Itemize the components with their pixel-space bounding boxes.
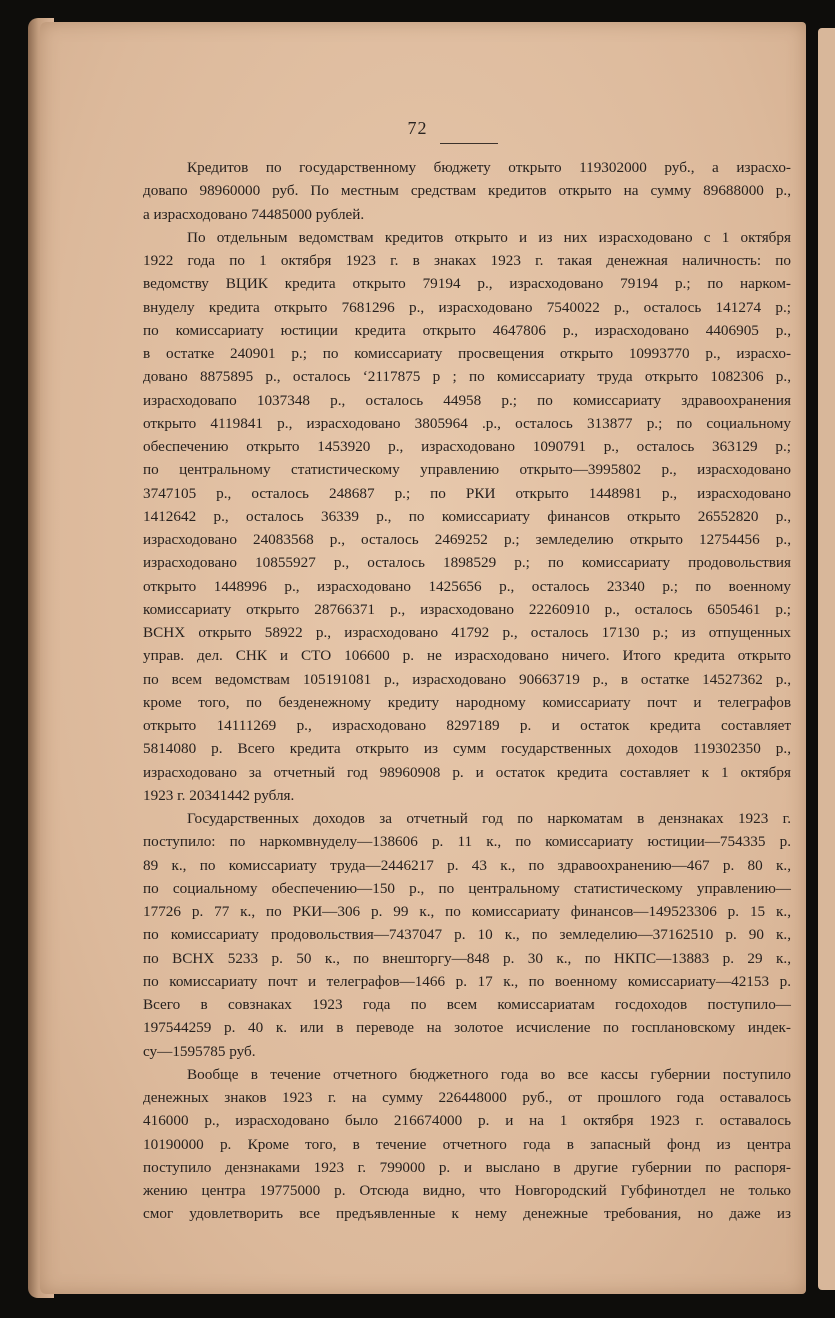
text-line: комиссариату открыто 28766371 р., израсходовано 22260910 р., осталось 6505461 р.; [143, 600, 791, 618]
text-line: поступило дензнаками 1923 г. 799000 р. и выслано в другие губернии по распоря- [143, 1158, 791, 1176]
text-line: израсходовано за отчетный год 98960908 р. и остаток кредита составляет к 1 октября [143, 763, 791, 781]
text-line: по всем ведомствам 105191081 р., израсходовано 90663719 р., в остатке 14527362 р., [143, 670, 791, 688]
text-line: 1412642 р., осталось 36339 р., по комиссариату финансов открыто 26552820 р., [143, 507, 791, 525]
text-line: в остатке 240901 р.; по комиссариату просвещения открыто 10993770 р., израсхо- [143, 345, 791, 362]
text-line: 416000 р., израсходовано было 216674000 р. и на 1 октября 1923 г. оставалось [143, 1112, 791, 1130]
text-line: внуделу кредита открыто 7681296 р., израсходовано 7540022 р., осталось 141274 р.; [143, 298, 791, 316]
text-line: 89 к., по комиссариату труда—2446217 р. 43 к., по здравоохранению—467 р. 80 к., [143, 856, 791, 874]
text-line: Государственных доходов за отчетный год по наркоматам в дензнаках 1923 г. [187, 810, 791, 827]
text-line: израсходовано 24083568 р., осталось 2469252 р.; земледелию открыто 12754456 р., [143, 531, 791, 548]
text-line: открыто 1448996 р., израсходовано 1425656 р., осталось 23340 р.; по военному [143, 577, 791, 595]
text-line: по комиссариату продовольствия—7437047 р. 10 к., по земледелию—37162510 р. 90 к., [143, 926, 791, 944]
text-line: смог удовлетворить все предъявленные к нему денежные требования, но даже из [143, 1205, 791, 1223]
text-line: денежных знаков 1923 г. на сумму 226448000 руб., от прошлого года оставалось [143, 1089, 791, 1106]
text-line: кроме того, по безденежному кредиту народному комиссариату почт и телеграфов [143, 693, 791, 711]
text-line: по ВСНХ 5233 р. 50 к., по внешторгу—848 р. 30 к., по НКПС—13883 р. 29 к., [143, 949, 791, 967]
body-text [143, 157, 791, 1226]
text-line: ведомству ВЦИК кредита открыто 79194 р., израсходовано 79194 р.; по нарком- [143, 275, 791, 293]
text-line: обеспечению открыто 1453920 р., израсходовано 1090791 р., осталось 363129 р.; [143, 438, 791, 455]
text-line: по социальному обеспечению—150 р., по центральному статистическому управлению— [143, 879, 791, 897]
text-line: 3747105 р., осталось 248687 р.; по РКИ открыто 1448981 р., израсходовано [143, 484, 791, 502]
text-line: а израсходовано 74485000 рублей. [143, 205, 365, 223]
next-page-sliver [818, 28, 835, 1290]
text-line: 10190000 р. Кроме того, в течение отчетного года в запасный фонд из центра [143, 1135, 791, 1153]
text-line: по комиссариату почт и телеграфов—1466 р. 17 к., по военному комиссариату—42153 р. [143, 972, 791, 990]
text-line: израсходовано 10855927 р., осталось 1898529 р.; по комиссариату продовольствия [143, 554, 791, 572]
text-line: Всего в совзнаках 1923 года по всем комиссариатам госдоходов поступило— [143, 996, 791, 1013]
text-line: довапо 98960000 руб. По местным средствам кредитов открыто на сумму 89688000 р., [143, 182, 791, 200]
page-number-rule [440, 143, 498, 144]
text-line: израсходовапо 1037348 р., осталось 44958 р.; по комиссариату здравоохранения [143, 391, 791, 409]
text-line: по центральному статистическому управлению открыто—3995802 р., израсходовано [143, 461, 791, 479]
text-line: 197544259 р. 40 к. или в переводе на золотое исчисление по госплановскому индек- [143, 1019, 791, 1037]
text-line: жению центра 19775000 р. Отсюда видно, что Новгородский Губфинотдел не только [143, 1182, 791, 1199]
text-line: 17726 р. 77 к., по РКИ—306 р. 99 к., по комиссариату финансов—149523306 р. 15 к., [143, 903, 791, 920]
text-line: ВСНХ открыто 58922 р., израсходовано 41792 р., осталось 17130 р.; из отпущенных [143, 624, 791, 641]
text-line: по комиссариату юстиции кредита открыто 4647806 р., израсходовано 4406905 р., [143, 321, 791, 339]
text-line: поступило: по наркомвнуделу—138606 р. 11 к., по комиссариату юстиции—754335 р. [143, 833, 791, 851]
text-line: открыто 4119841 р., израсходовано 3805964 .р., осталось 313877 р.; по социальному [143, 414, 791, 432]
text-line: су—1595785 руб. [143, 1042, 256, 1060]
text-line: Вообще в течение отчетного бюджетного года во все кассы губернии поступило [187, 1065, 791, 1083]
text-line: Кредитов по государственному бюджету открыто 119302000 руб., а израсхо- [187, 159, 791, 176]
page-number: 72 [407, 118, 428, 138]
text-line: 5814080 р. Всего кредита открыто из сумм государственных доходов 119302350 р., [143, 740, 791, 758]
text-line: 1922 года по 1 октября 1923 г. в знаках 1923 г. такая денежная наличность: по [143, 252, 791, 269]
text-line: По отдельным ведомствам кредитов открыто и из них израсходовано с 1 октября [187, 228, 791, 246]
text-line: 1923 г. 20341442 рубля. [143, 786, 295, 804]
text-line: открыто 14111269 р., израсходовано 8297189 р. и остаток кредита составляет [143, 717, 791, 734]
text-line: управ. дел. СНК и СТО 106600 р. не израсходовано ничего. Итого кредита открыто [143, 647, 791, 665]
text-line: довано 8875895 р., осталось ‘2117875 р ; по комиссариату труда открыто 1082306 р., [143, 368, 791, 386]
